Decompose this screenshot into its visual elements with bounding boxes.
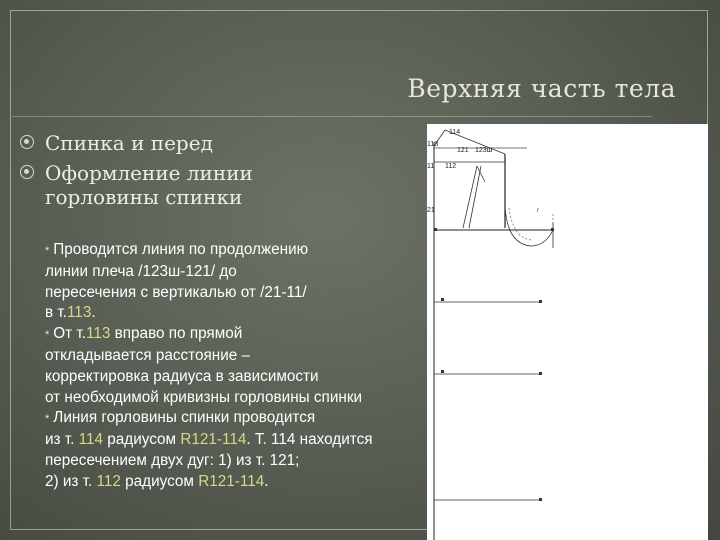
label-21: 21: [427, 207, 435, 214]
point-marker: [539, 372, 542, 375]
label-121: 121: [457, 147, 469, 154]
text-line: пересечения с вертикалью от /21-11/: [45, 283, 307, 301]
title-divider: [12, 116, 652, 117]
label-r: r: [537, 208, 539, 214]
point-marker: [551, 228, 554, 231]
point-number: 113: [66, 304, 92, 322]
circle-bullet-icon: [20, 165, 34, 179]
text-line: линии плеча /123ш-121/ до: [45, 262, 237, 280]
armhole-curve: [505, 206, 553, 246]
label-113: 113: [427, 141, 439, 148]
text-line: в т.113.: [45, 304, 96, 322]
text-line: корректировка радиуса в зависимости: [45, 367, 319, 385]
star-bullet-icon: *: [45, 245, 50, 257]
text-line: * От т.113 вправо по прямой: [45, 325, 243, 343]
point-marker: [434, 228, 437, 231]
point-marker: [441, 298, 444, 301]
text-line: из т. 114 радиусом R121-114. Т. 114 находится: [45, 431, 373, 449]
bullet-text: Оформление линии горловины спинки: [45, 161, 253, 209]
pattern-drawing: [427, 124, 708, 540]
point-marker: [441, 370, 444, 373]
point-number: 114: [78, 431, 104, 449]
point-number: 113: [86, 325, 111, 343]
star-bullet-icon: *: [45, 329, 50, 342]
text-line: * Линия горловины спинки проводится: [45, 409, 316, 427]
label-123sh: 123ш: [475, 147, 493, 154]
point-number: 112: [96, 472, 121, 490]
text-line: пересечением двух дуг: 1) из т. 121;: [45, 451, 300, 469]
text-line: откладывается расстояние –: [45, 346, 251, 364]
star-bullet-icon: *: [45, 413, 50, 426]
bullet-text: Спинка и перед: [45, 131, 213, 155]
instruction-paragraph: [45, 240, 445, 493]
text-line: * Проводится линия по продолжению: [45, 241, 309, 258]
label-112: 112: [445, 163, 457, 170]
label-114: 114: [449, 129, 461, 136]
text-line: от необходимой кривизны горловины спинки: [45, 388, 363, 406]
bullet-neckline-design: [20, 161, 275, 209]
radius-label: R121-114: [180, 431, 247, 449]
pattern-drawing-svg: [427, 124, 708, 540]
bullet-back-and-front: [20, 131, 213, 155]
label-11: 11: [427, 163, 435, 170]
radius-label: R121-114: [198, 472, 265, 490]
slide-title: Верхняя часть тела: [407, 74, 676, 103]
point-marker: [539, 498, 542, 501]
point-marker: [539, 300, 542, 303]
text-line: 2) из т. 112 радиусом R121-114.: [45, 472, 269, 490]
circle-bullet-icon: [20, 135, 34, 149]
point-markers: [434, 228, 554, 501]
